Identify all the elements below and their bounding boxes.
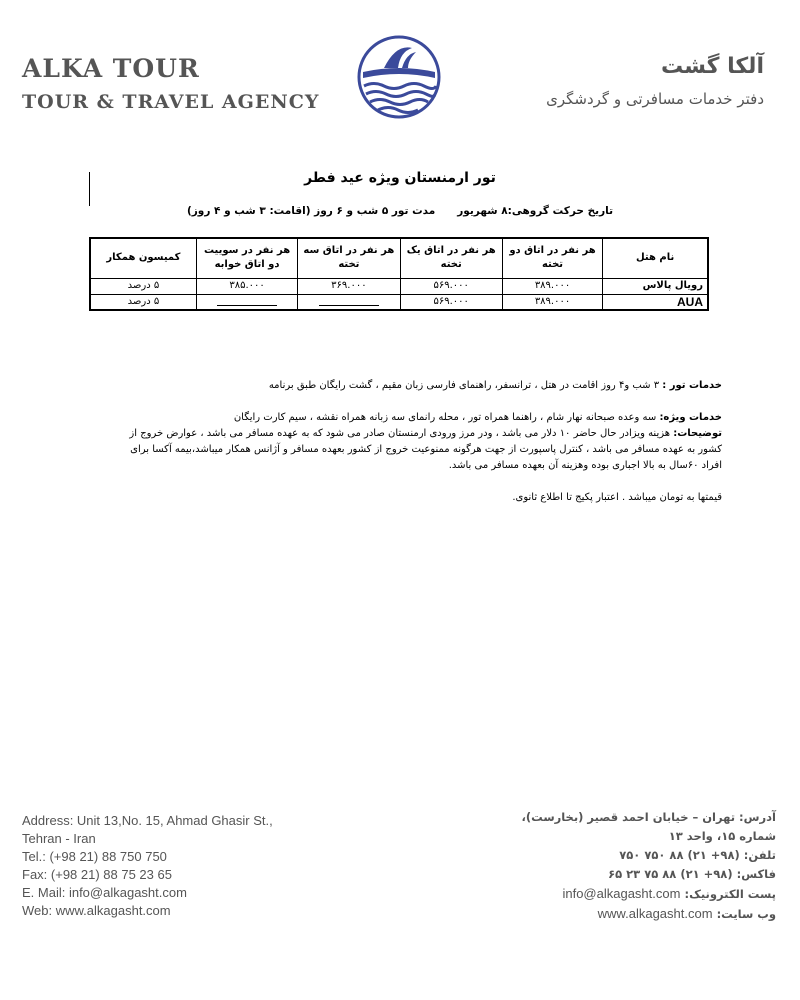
brand-name-fa: آلکا گشت [661, 54, 764, 79]
tel-line: Tel.: (+98 21) 88 750 750 [22, 849, 167, 864]
price-double: ۳۸۹.۰۰۰ [502, 278, 602, 294]
price-triple-blank [298, 294, 400, 310]
wave-sail-logo-icon [356, 34, 442, 120]
price-single: ۵۶۹.۰۰۰ [400, 278, 502, 294]
header-suite: هر نفر در سوییت دو اتاق خوابه [196, 238, 297, 278]
price-double: ۳۸۹.۰۰۰ [502, 294, 602, 310]
email-fa-value[interactable]: info@alkagasht.com [562, 886, 681, 901]
footer-persian [522, 808, 776, 924]
description-label: توضیحات: [673, 428, 722, 439]
special-label: خدمات ویژه: [659, 412, 722, 423]
tel-fa-line [522, 846, 776, 865]
fax-fa-value: (۹۸+ ۲۱) ۸۸ ۷۵ ۲۳ ۶۵ [608, 867, 733, 881]
notes-section [110, 378, 722, 506]
web-fa-label: وب سایت: [716, 907, 776, 921]
tel-fa-label: تلفن: [743, 848, 776, 862]
brand-tagline-fa: دفتر خدمات مسافرتی و گردشگری [546, 90, 764, 108]
tel-fa-value: (۹۸+ ۲۱) ۸۸ ۷۵۰ ۷۵۰ [619, 848, 740, 862]
description-paragraph [110, 426, 722, 474]
commission: ۵ درصد [90, 278, 196, 294]
address-fa-line-1: آدرس: تهران – خیابان احمد قصیر (بخارست)، [521, 810, 776, 824]
email-fa-label: پست الکترونیک: [684, 887, 776, 901]
brand-name-en: ALKA TOUR [22, 54, 200, 83]
brand-english [22, 54, 319, 114]
departure-date: تاریخ حرکت گروهی:۸ شهریور [457, 205, 614, 217]
hotel-name: رویال پالاس [603, 278, 708, 294]
price-single: ۵۶۹.۰۰۰ [400, 294, 502, 310]
margin-mark [89, 172, 90, 206]
hotel-name: AUA [603, 294, 708, 310]
header-hotel: نام هتل [603, 238, 708, 278]
header-triple: هر نفر در اتاق سه تخته [298, 238, 400, 278]
commission: ۵ درصد [90, 294, 196, 310]
table-header-row [90, 238, 708, 278]
special-paragraph [110, 410, 722, 426]
blank-line [217, 296, 277, 306]
fax-line: Fax: (+98 21) 88 75 23 65 [22, 867, 172, 882]
services-text: ۳ شب و۴ روز اقامت در هتل ، ترانسفر، راهنمای فارسی زبان مقیم ، گشت رایگان طبق برنامه [268, 380, 663, 391]
email-fa-line [522, 884, 776, 904]
footer-english [22, 812, 273, 920]
web-line[interactable]: Web: www.alkagasht.com [22, 903, 171, 918]
price-table [89, 237, 709, 311]
address-line-2: Tehran - Iran [22, 831, 96, 846]
fax-fa-label: فاکس: [736, 867, 776, 881]
special-text: سه وعده صبحانه نهار شام ، راهنما همراه تور ، محله رانمای سه زبانه همراه نقشه ، سیم کارت رایگان [233, 412, 660, 423]
blank-line [319, 296, 379, 306]
address-line-1: Address: Unit 13,No. 15, Ahmad Ghasir St., [22, 813, 273, 828]
document-subtitle [160, 205, 640, 217]
tour-duration: مدت تور ۵ شب و ۶ روز (اقامت: ۳ شب و ۴ روز) [186, 205, 436, 217]
header-single: هر نفر در اتاق یک تخته [400, 238, 502, 278]
price-suite: ۳۸۵.۰۰۰ [196, 278, 297, 294]
web-fa-value[interactable]: www.alkagasht.com [597, 906, 713, 921]
price-suite-blank [196, 294, 297, 310]
fax-fa-line [522, 865, 776, 884]
header-commission: کمیسون همکار [90, 238, 196, 278]
services-label: خدمات تور : [662, 380, 722, 391]
web-fa-line [522, 904, 776, 924]
price-note: قیمتها به تومان میباشد . اعتبار پکیج تا اطلاع ثانوی. [512, 492, 722, 503]
brand-persian [546, 52, 764, 110]
services-paragraph [110, 378, 722, 394]
description-text: هزینه ویزادر حال حاضر ۱۰ دلار می باشد ، ودر مرز ورودی ارمنستان صادر می شود که به عهده مسافر می باشد ، عوارض خروج از کشور به عهده مسافر می باشد ، کنترل پاسپورت از جهت هرگونه ممنوعیت خروج از کشور بعهده مسافر و آژانس همکار میباشد،بیمه آکسا برای افراد ۶۰سال به بالا اجباری بوده وهزینه آن بعهده مسافر می باشد. [129, 428, 722, 471]
table-row [90, 278, 708, 294]
email-line[interactable]: E. Mail: info@alkagasht.com [22, 885, 187, 900]
table-row [90, 294, 708, 310]
brand-tagline-en: TOUR & TRAVEL AGENCY [22, 91, 320, 113]
address-fa-line-2: شماره ۱۵، واحد ۱۳ [668, 829, 776, 843]
header-double: هر نفر در اتاق دو تخته [502, 238, 602, 278]
price-triple: ۳۶۹.۰۰۰ [298, 278, 400, 294]
document-title: تور ارمنستان ویژه عید فطر [304, 170, 496, 186]
